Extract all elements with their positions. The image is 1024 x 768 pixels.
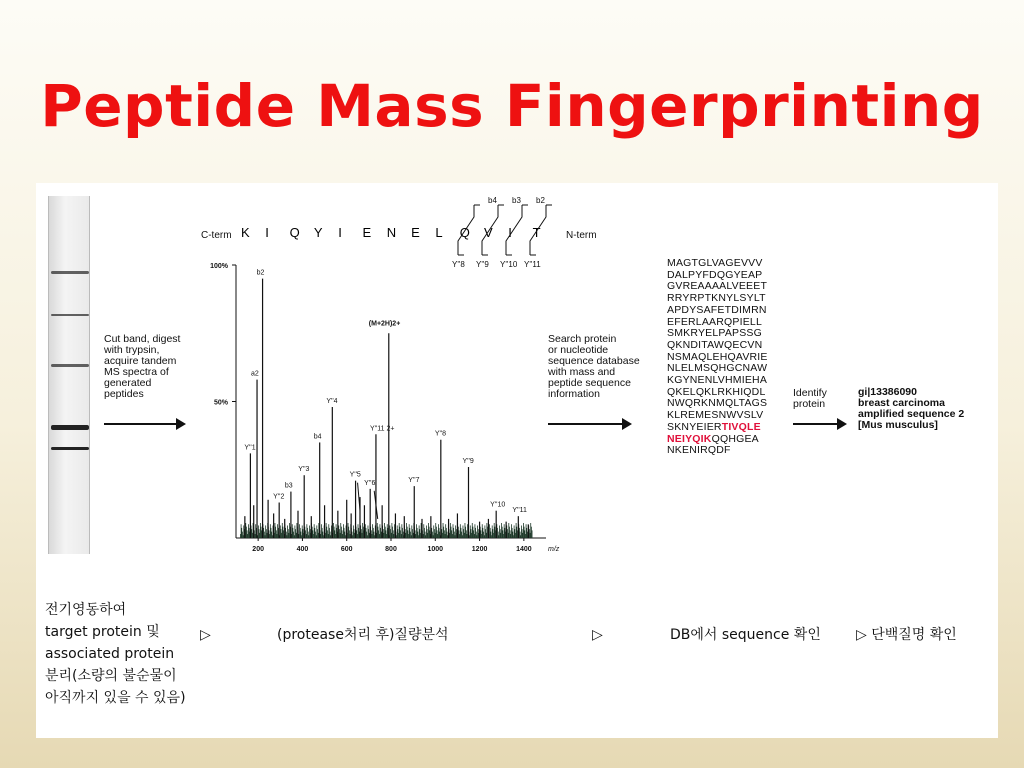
sequence-line: QKELQKLRKHIQDL <box>667 385 766 398</box>
residue-letter: L <box>435 225 443 240</box>
triangle-arrow-icon: ▷ <box>200 627 211 643</box>
precursor-label: (M+2H)2+ <box>368 320 401 328</box>
sequence-segment: QQHGEA <box>711 432 759 445</box>
cleavage-bracket <box>458 205 474 255</box>
arrow-right-icon <box>793 423 845 425</box>
sequence-line: NLELMSQHGCNAW <box>667 362 768 375</box>
gel-band <box>51 425 89 430</box>
b-ion-label: b2 <box>536 196 545 205</box>
peak-label: a2 <box>251 370 259 378</box>
peak-label: Y''1 <box>244 444 256 452</box>
residue-letter: I <box>508 225 512 240</box>
sequence-line: NSMAQLEHQAVRIE <box>667 350 768 363</box>
peak-label: Y''7 <box>408 477 420 485</box>
y-ion-label: Y''9 <box>476 260 489 269</box>
n-term-label: N-term <box>566 230 597 241</box>
workflow-figure <box>36 183 998 738</box>
peak-label: Y''11 <box>512 507 527 515</box>
korean-note-line: associated protein <box>45 646 175 662</box>
peak-label: Y''3 <box>298 466 310 474</box>
residue-letter: V <box>484 225 493 240</box>
slide-title: Peptide Mass Fingerprinting <box>40 72 984 140</box>
y-ion-label: Y''10 <box>500 260 518 269</box>
peak-label: Y''9 <box>462 458 474 466</box>
korean-step3-note: DB에서 sequence 확인 <box>670 627 821 643</box>
sequence-line: NKENIRQDF <box>667 444 731 457</box>
residue-letter: I <box>338 225 342 240</box>
c-term-label: C-term <box>201 230 232 241</box>
step-identify-text: Identify protein <box>793 387 827 410</box>
x-tick-label: 600 <box>340 546 353 553</box>
residue-letter: K <box>241 225 250 240</box>
x-tick-label: 1200 <box>471 546 488 553</box>
peak-label: b4 <box>313 433 322 441</box>
korean-note-line: 전기영동하여 <box>45 602 127 618</box>
korean-step1-note <box>45 599 186 709</box>
pointer-line <box>358 483 360 511</box>
sequence-line: SMKRYELPAPSSG <box>667 327 762 340</box>
korean-note-line: target protein 및 <box>45 624 160 640</box>
sequence-line: NWQRKNMQLTAGS <box>667 397 768 410</box>
cleavage-bracket <box>482 205 498 255</box>
residue-letter: Q <box>459 225 470 240</box>
sequence-segment: SKNYEIER <box>667 420 722 433</box>
residue-letter: Q <box>289 225 300 240</box>
gel-band <box>51 314 89 316</box>
korean-note-line: 분리(소량의 불순물이 <box>45 668 177 684</box>
y-tick-label: 50% <box>213 399 228 407</box>
y-tick-label: 100% <box>210 263 228 270</box>
x-tick-label: 800 <box>385 546 397 553</box>
residue-letter: T <box>532 225 541 240</box>
triangle-arrow-icon: ▷ <box>592 627 603 643</box>
sequence-line: APDYSAFETDIMRN <box>667 303 767 316</box>
peak-label: Y''5 <box>349 471 361 479</box>
residue-letter: Y <box>313 225 323 240</box>
b-ion-label: b4 <box>488 196 497 205</box>
cleavage-bracket <box>530 205 546 255</box>
sequence-line: GVREAAAALVEEET <box>667 280 768 293</box>
sequence-line: KGYNENLVHMIEHA <box>667 374 768 387</box>
sequence-line: MAGTGLVAGEVVV <box>667 257 763 269</box>
peak-label: Y''4 <box>326 397 338 405</box>
x-tick-label: 1000 <box>427 546 444 553</box>
y-ion-label: Y''8 <box>452 260 465 269</box>
peak-label: Y''6 <box>364 479 376 487</box>
residue-letter: E <box>411 225 420 240</box>
sequence-line: DALPYFDQGYEAP <box>667 268 763 281</box>
sequence-line: RRYRPTKNYLSYLT <box>667 292 766 305</box>
gel-lane-image <box>48 196 90 554</box>
peak-label: b2 <box>256 269 265 277</box>
peak-label: Y''2 <box>273 493 285 501</box>
cleavage-bracket <box>506 205 522 255</box>
y-ion-label: Y''11 <box>524 260 541 269</box>
gel-band <box>51 364 89 367</box>
residue-letter: I <box>265 225 269 240</box>
korean-step2-note: (protease처리 후)질량분석 <box>277 627 449 643</box>
peak-label: Y''8 <box>434 430 447 438</box>
x-tick-label: 1400 <box>516 546 532 553</box>
residue-letter: N <box>386 225 397 240</box>
gel-band <box>51 271 89 274</box>
identification-result: gi|13386090 breast carcinoma amplified sequence 2 [Mus musculus] <box>858 386 965 431</box>
korean-step4-note: ▷ 단백질명 확인 <box>856 627 957 643</box>
x-tick-label: 400 <box>296 546 309 553</box>
korean-note-line: 아직까지 있을 수 있음) <box>45 690 186 706</box>
x-unit-label: m/z <box>548 546 560 553</box>
gel-band <box>51 447 89 450</box>
x-tick-label: 200 <box>252 546 264 553</box>
matched-peptide: NEIYQIK <box>667 432 712 445</box>
ms-ms-spectrum <box>196 253 560 563</box>
protein-sequence <box>667 258 792 457</box>
matched-peptide: TIVQLE <box>721 420 761 433</box>
step-digest-text: Cut band, digest with trypsin, acquire tandem MS spectra of generated peptides <box>104 333 181 400</box>
arrow-right-icon <box>104 423 184 425</box>
sequence-line: KLREMESNWVSLV <box>667 409 764 422</box>
b-ion-label: b3 <box>512 196 521 205</box>
residue-letter: E <box>362 225 372 240</box>
arrow-right-icon <box>548 423 630 425</box>
peak-label: b3 <box>284 482 293 490</box>
step-search-text: Search protein or nucleotide sequence database with mass and peptide sequence information <box>548 333 640 400</box>
peak-label: Y''10 <box>490 501 506 509</box>
sequence-line: QKNDITAWQECVN <box>667 338 763 351</box>
peak-label: Y''11 2+ <box>369 425 395 433</box>
sequence-line: EFERLAARQPIELL <box>667 315 763 328</box>
